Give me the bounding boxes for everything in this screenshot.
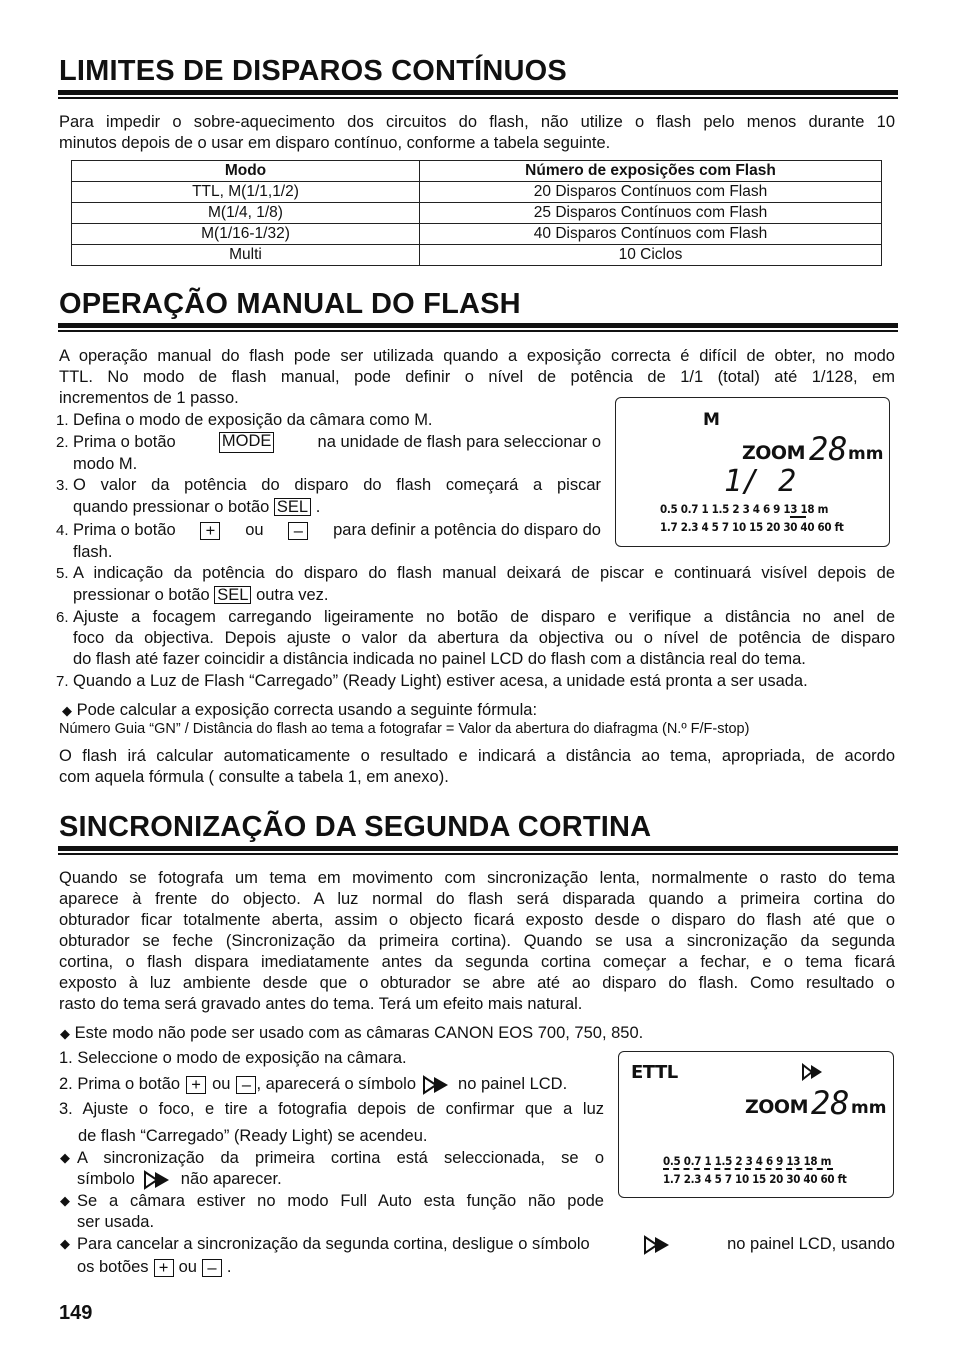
paragraph-line: cortina, o flash dispara imediatamente antes da segunda cortina começar a fechar, e o tema ficará [59, 953, 895, 971]
step-text: Defina o modo de exposição da câmara como M. [73, 411, 433, 429]
step-text-part: . [315, 498, 321, 516]
bullet-text-part: os botões [77, 1258, 149, 1276]
table-row [72, 245, 882, 266]
second-curtain-sync-icon [422, 1075, 452, 1095]
paragraph-line: com aquela fórmula ( consulte a tabela 1, em anexo). [59, 768, 449, 786]
step-text-part: na unidade de flash para seleccionar o [317, 433, 601, 451]
sel-button-label: SEL [214, 586, 251, 604]
step-text-part: ou [212, 1075, 231, 1093]
table-cell: 40 Disparos Contínuos com Flash [420, 224, 882, 245]
step-text: 3. Ajuste o foco, e tire a fotografia depois de confirmar que a luz [59, 1100, 604, 1118]
step-text: foco da objectiva. Depois ajuste o valor da abertura da objectiva ou o nível de potência de disparo [73, 629, 895, 647]
table-row [72, 224, 882, 245]
step-text-part: para definir a potência do disparo do [333, 521, 601, 539]
mode-button-label: MODE [219, 432, 275, 453]
paragraph-line: exposto à luz ambiente desde que o obturador se abre até ao disparo do flash. Como resultado o [59, 974, 895, 992]
paragraph-line: aparece à frente do objecto. A luz normal do flash será disparada quando a primeira cortina do [59, 890, 895, 908]
plus-button-label: + [154, 1259, 174, 1277]
step-text-part: Prima o botão [73, 521, 176, 539]
table-row [72, 182, 882, 203]
lcd-zoom-unit: mm [851, 1098, 887, 1118]
step-text: do flash até fazer coincidir a distância indicada no painel LCD do flash com a distância real do tema. [73, 650, 806, 668]
minus-button-label: – [202, 1259, 222, 1277]
paragraph-line: Quando se fotografa um tema em movimento com sincronização lenta, normalmente o rasto do tema [59, 869, 895, 887]
table-cell: Multi [72, 245, 420, 266]
paragraph-line: O flash irá calcular automaticamente o resultado e indicará a distância ao tema, apropriada, de acordo [59, 747, 895, 765]
bullet-text: Este modo não pode ser usado com as câmaras CANON EOS 700, 750, 850. [74, 1024, 644, 1042]
lcd-mode: M [703, 410, 720, 430]
step-text: O valor da potência do disparo do flash começará a piscar [73, 476, 601, 494]
lcd-meter-scale: 0.5 0.7 1 1.5 2 3 4 6 9 13 18 m [660, 502, 829, 516]
bullet-text-part: Para cancelar a sincronização da segunda cortina, desligue o símbolo [77, 1235, 590, 1253]
lcd-zoom-unit: mm [848, 444, 884, 464]
paragraph-line: A operação manual do flash pode ser utilizada quando a exposição correcta é difícil de obter, no modo [59, 347, 895, 365]
formula: Número Guia “GN” / Distância do flash ao tema a fotografar = Valor da abertura do diafragma (N.º F/F-stop) [59, 721, 750, 737]
table-header-row [72, 161, 882, 182]
lcd-distance-marker [790, 516, 806, 518]
lcd-meter-scale: 0.5 0.7 1 1.5 2 3 4 6 9 13 18 m [663, 1154, 832, 1168]
step-text-part: outra vez. [256, 586, 329, 604]
lcd-zoom-label: ZOOM [742, 442, 805, 464]
table-row [72, 203, 882, 224]
step-number: 6. [56, 609, 69, 626]
lcd-second-curtain-icon [801, 1063, 825, 1081]
step-text: A indicação da potência do disparo do flash manual deixará de piscar e continuará visível depois de [73, 564, 895, 582]
lcd-zoom-value: 28 [809, 430, 848, 468]
lcd-mode: ETTL [631, 1062, 678, 1083]
minus-button-label: – [288, 522, 308, 540]
lcd-zoom-label: ZOOM [745, 1096, 808, 1118]
title-rule [58, 90, 898, 95]
paragraph-line: obturador se feche (Sincronização da primeira cortina). Quando se usa a sincronização da segunda [59, 932, 895, 950]
step-text [73, 585, 329, 606]
table-cell: 20 Disparos Contínuos com Flash [420, 182, 882, 203]
section-title-limits: LIMITES DE DISPAROS CONTÍNUOS [59, 55, 567, 87]
paragraph-line: obturador ficar totalmente aberta, assim o objecto ficará exposto desde o disparo do flash até que o [59, 911, 895, 929]
lcd-feet-scale: 1.7 2.3 4 5 7 10 15 20 30 40 60 ft [663, 1172, 847, 1186]
step-number: 3. [56, 477, 69, 494]
lcd-feet-scale: 1.7 2.3 4 5 7 10 15 20 30 40 60 ft [660, 520, 844, 534]
bullet-text-part: não aparecer. [180, 1170, 282, 1188]
second-curtain-sync-icon [643, 1235, 673, 1255]
bullet-text: A sincronização da primeira cortina está seleccionada, se o [77, 1149, 604, 1167]
step-text [59, 1074, 567, 1095]
step-text [73, 497, 320, 518]
lcd-zoom-value: 28 [811, 1084, 850, 1122]
second-curtain-sync-icon [143, 1170, 173, 1190]
paragraph-line: rasto do tema será gravado antes do tema. Terá um efeito mais natural. [59, 995, 583, 1013]
continuous-flash-table [71, 160, 882, 266]
step-text [73, 432, 601, 453]
bullet-diamond-icon: ◆ [60, 1193, 70, 1208]
title-rule [58, 323, 898, 328]
table-header: Número de exposições com Flash [420, 161, 882, 182]
lcd-distance-range-marker [663, 1168, 833, 1170]
table-cell: 25 Disparos Contínuos com Flash [420, 203, 882, 224]
title-rule [58, 97, 898, 99]
step-text: Ajuste a focagem carregando ligeiramente no botão de disparo e verifique a distância no anel de [73, 608, 895, 626]
table-cell: M(1/16-1/32) [72, 224, 420, 245]
sel-button-label: SEL [274, 498, 311, 516]
section-title-manual: OPERAÇÃO MANUAL DO FLASH [59, 288, 521, 320]
step-text: modo M. [73, 455, 138, 473]
minus-button-label: – [236, 1076, 256, 1094]
bullet-diamond-icon: ◆ [62, 703, 72, 718]
lcd-panel-second-curtain [618, 1051, 894, 1198]
formula-intro-text: Pode calcular a exposição correcta usando a seguinte fórmula: [76, 701, 538, 719]
table-cell: TTL, M(1/1,1/2) [72, 182, 420, 203]
title-rule [58, 846, 898, 851]
step-number: 5. [56, 565, 69, 582]
bullet-text-part: ou [178, 1258, 197, 1276]
section-title-second-curtain: SINCRONIZAÇÃO DA SEGUNDA CORTINA [59, 811, 652, 843]
step-text-part: pressionar o botão [73, 586, 210, 604]
step-text: de flash “Carregado” (Ready Light) se acendeu. [78, 1127, 428, 1145]
step-number: 2. [56, 434, 69, 451]
paragraph-line: TTL. No modo de flash manual, pode definir o nível de potência de 1/1 (total) até 1/128, em [59, 368, 895, 386]
bullet-diamond-icon: ◆ [60, 1150, 70, 1165]
step-text-part: no painel LCD. [458, 1075, 568, 1093]
step-text-part: 2. Prima o botão [59, 1075, 181, 1093]
bullet-text: Se a câmara estiver no modo Full Auto esta função não pode [77, 1192, 604, 1210]
bullet-text-part: símbolo [77, 1170, 135, 1188]
bullet-text [77, 1257, 232, 1278]
step-text: 1. Seleccione o modo de exposição na câmara. [59, 1049, 407, 1067]
table-cell: M(1/4, 1/8) [72, 203, 420, 224]
bullet-text: ser usada. [77, 1213, 155, 1231]
step-number: 7. [56, 673, 69, 690]
plus-button-label: + [200, 522, 220, 540]
step-text-part: , aparecerá o símbolo [256, 1075, 417, 1093]
plus-button-label: + [186, 1076, 206, 1094]
bullet-text [77, 1169, 282, 1190]
paragraph-line: Para impedir o sobre-aquecimento dos circuitos do flash, não utilize o flash pelo menos durante 10 [59, 113, 895, 131]
step-text-part: quando pressionar o botão [73, 498, 270, 516]
step-text-part: ou [245, 521, 264, 539]
bullet-diamond-icon: ◆ [60, 1236, 70, 1251]
step-text: flash. [73, 543, 113, 561]
paragraph-line: incrementos de 1 passo. [59, 389, 239, 407]
step-number: 4. [56, 522, 69, 539]
step-text [73, 520, 601, 541]
lcd-panel-manual [615, 397, 890, 547]
bullet-note [60, 1023, 643, 1044]
formula-intro [62, 700, 537, 721]
lcd-power-value: 1/ 2 [724, 464, 797, 499]
page-number: 149 [59, 1302, 93, 1324]
bullet-diamond-icon: ◆ [60, 1026, 70, 1041]
table-header: Modo [72, 161, 420, 182]
paragraph-line: minutos depois de o usar em disparo contínuo, conforme a tabela seguinte. [59, 134, 611, 152]
step-number: 1. [56, 412, 69, 429]
step-text: Quando a Luz de Flash “Carregado” (Ready Light) estiver acesa, a unidade está pronta a ser usada. [73, 672, 808, 690]
title-rule [58, 330, 898, 332]
step-text-part: Prima o botão [73, 433, 176, 451]
bullet-text [77, 1234, 895, 1255]
bullet-text-part: no painel LCD, usando [727, 1235, 895, 1253]
table-cell: 10 Ciclos [420, 245, 882, 266]
bullet-text-part: . [226, 1258, 232, 1276]
title-rule [58, 853, 898, 855]
